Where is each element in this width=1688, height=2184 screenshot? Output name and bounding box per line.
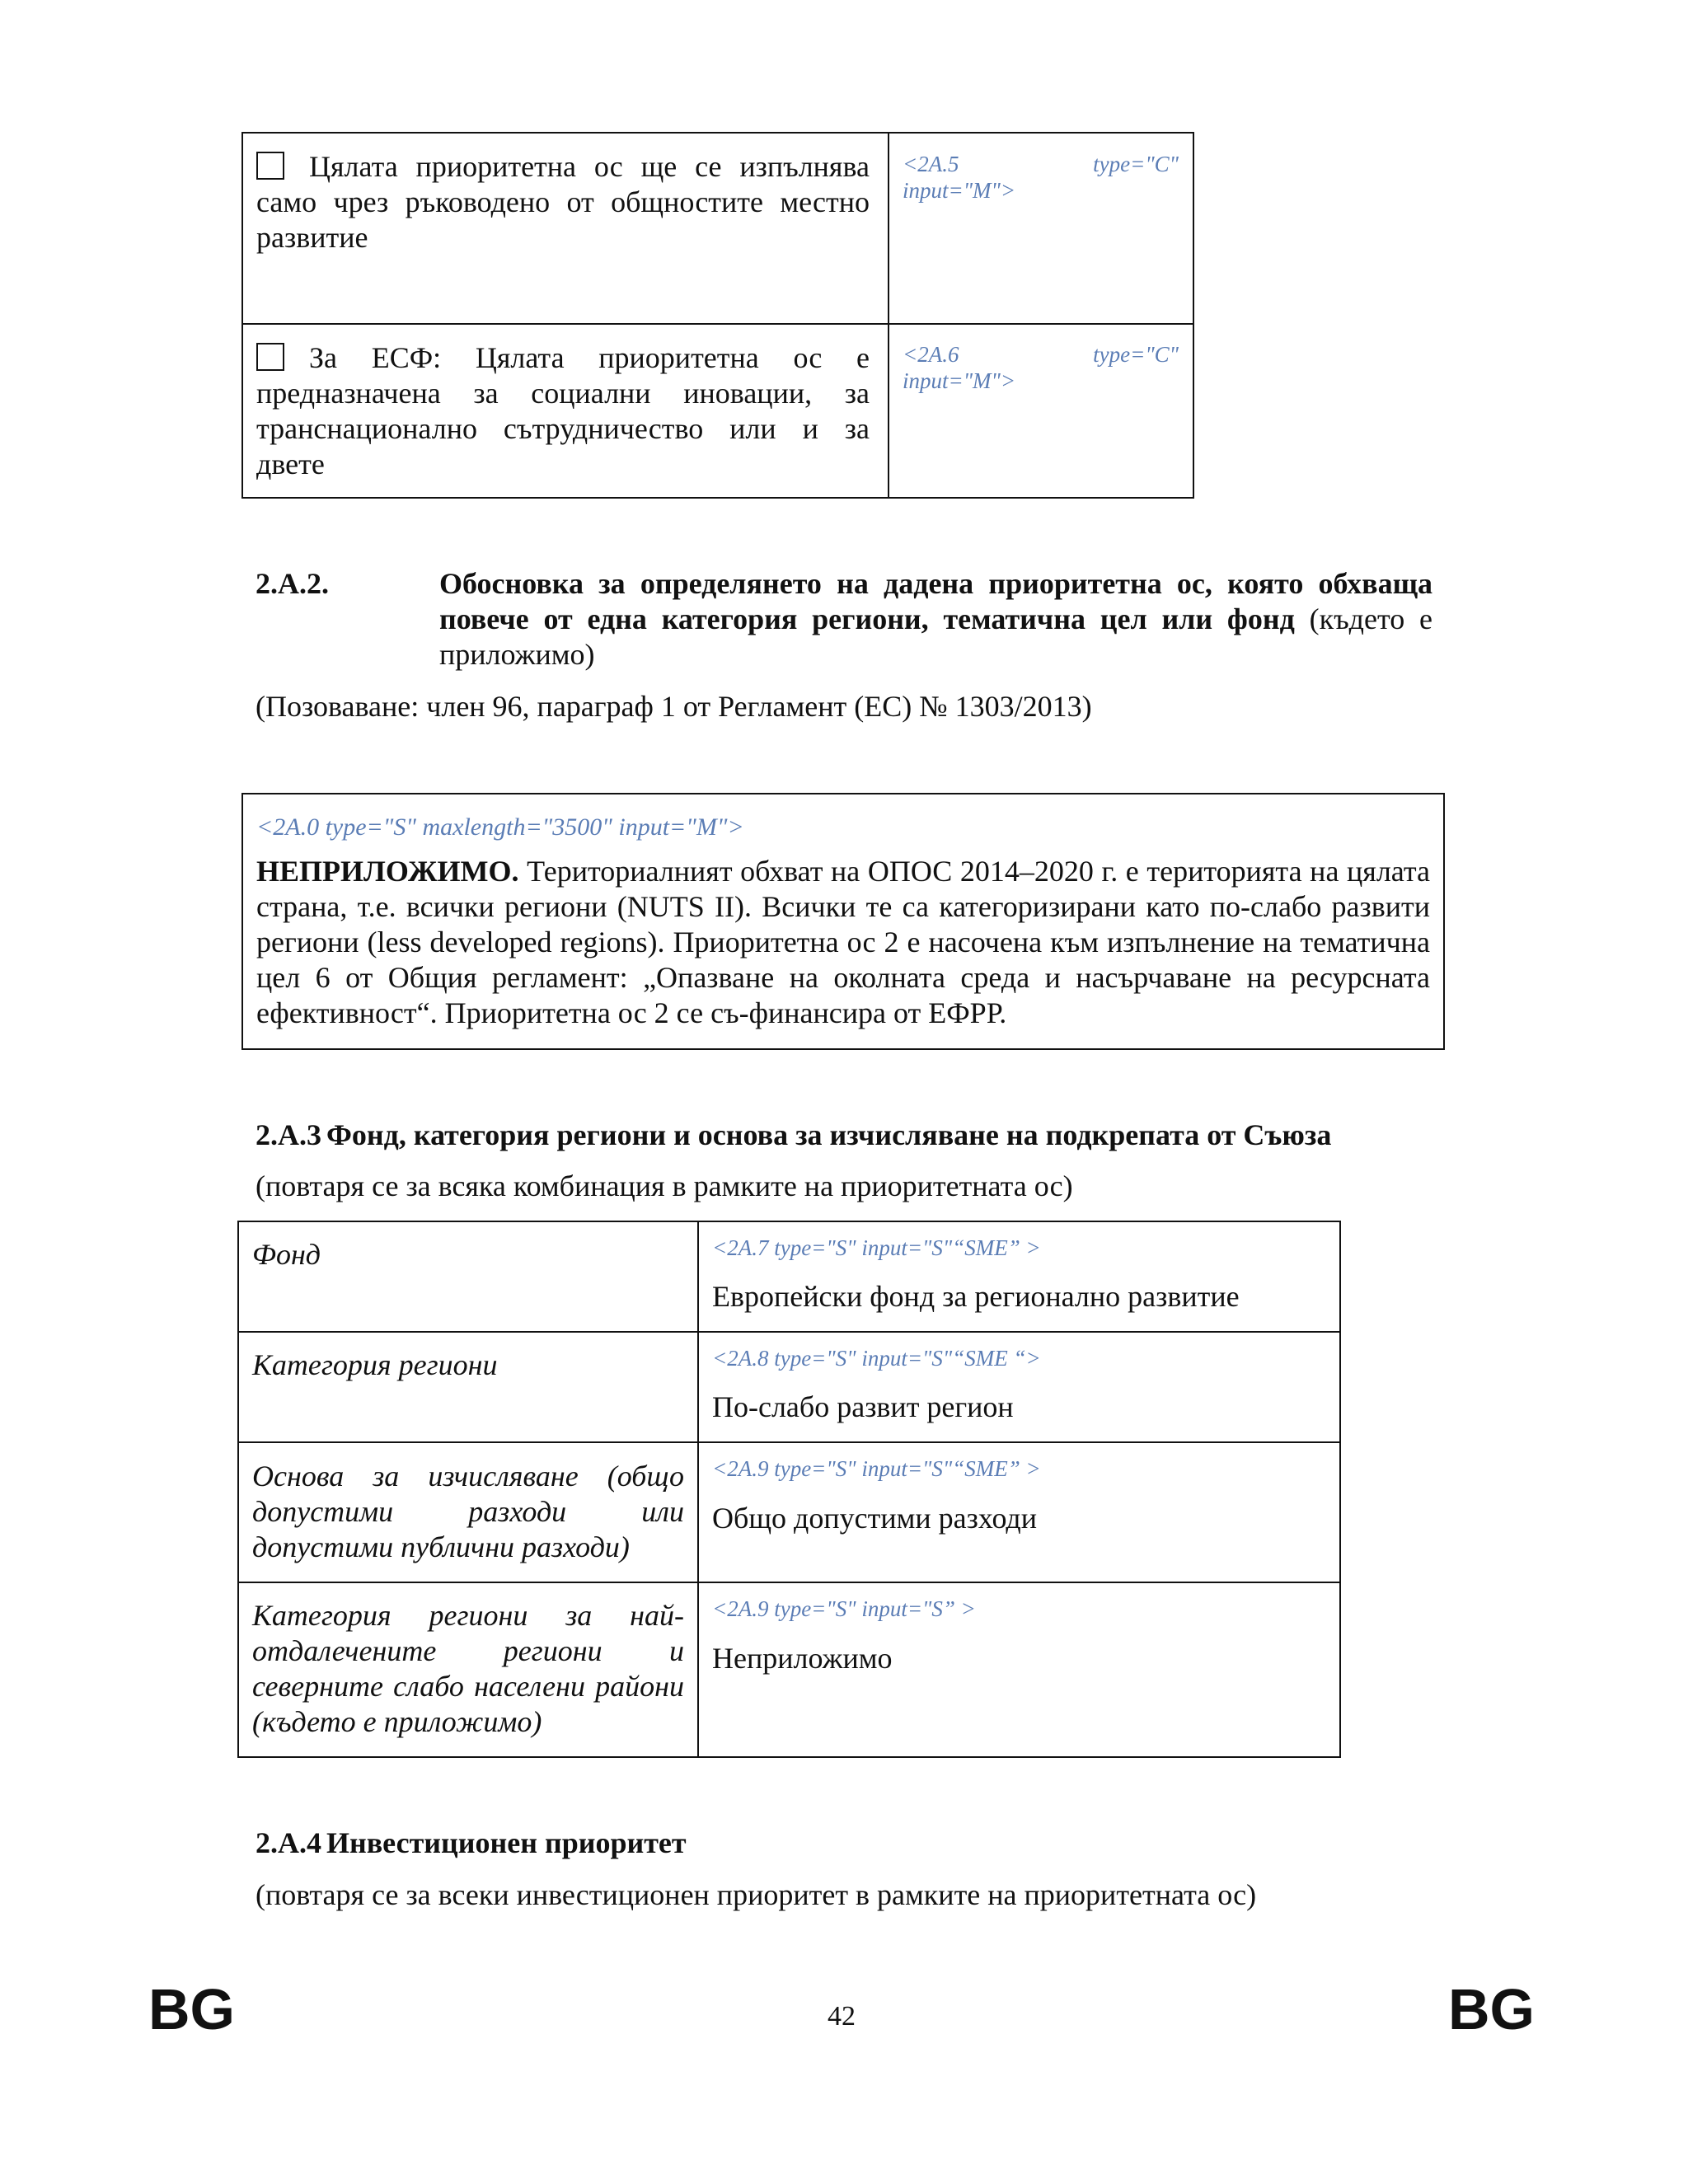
section-title-2a3: Фонд, категория региони и основа за изчисляване на подкрепата от Съюза bbox=[326, 1118, 1332, 1151]
field-code-type: type="C" bbox=[1093, 152, 1179, 176]
field-code-type: type="C" bbox=[1093, 342, 1179, 367]
language-mark-left: BG bbox=[148, 1977, 235, 2041]
table-divider bbox=[239, 1582, 1339, 1583]
checkbox-label: За ЕСФ: Цялата приоритетна ос е предназначена за социални иновации, за транснационално сътрудничество или и за двете bbox=[256, 341, 870, 480]
table-row-label: Категория региони bbox=[252, 1348, 498, 1381]
section-note-2a3: (повтаря се за всяка комбинация в рамките на приоритетната ос) bbox=[256, 1169, 1073, 1202]
language-mark-right: BG bbox=[1448, 1977, 1535, 2041]
table-row-value: Общо допустими разходи bbox=[712, 1502, 1038, 1535]
table-row-value: По-слабо развит регион bbox=[712, 1390, 1014, 1423]
table-divider bbox=[243, 323, 1193, 325]
field-code: <2A.7 type="S" input="S"“SME” > bbox=[712, 1235, 1041, 1260]
field-code: <2A.9 type="S" input="S"“SME” > bbox=[712, 1456, 1041, 1481]
field-code: <2A.0 type="S" maxlength="3500" input="M"> bbox=[256, 813, 744, 841]
checkbox-table bbox=[241, 132, 1194, 499]
table-row-label: Основа за изчисляване (общо допустими разходи или допустими публични разходи) bbox=[252, 1460, 684, 1563]
checkbox-clld[interactable] bbox=[256, 152, 284, 180]
section-number-2a4: 2.A.4 bbox=[256, 1826, 321, 1859]
reference-note: (Позоваване: член 96, параграф 1 от Регламент (ЕС) № 1303/2013) bbox=[256, 690, 1092, 723]
fund-table bbox=[237, 1221, 1341, 1758]
table-row-value: Европейски фонд за регионално развитие bbox=[712, 1280, 1240, 1313]
field-code: <2A.8 type="S" input="S"“SME “> bbox=[712, 1346, 1041, 1371]
section-title-2a2 bbox=[439, 566, 1432, 673]
checkbox-row-clld bbox=[256, 149, 870, 255]
justification-body: Териториалният обхват на ОПОС 2014–2020 г. е територията на цялата страна, т.е. всички региони (NUTS II). Всички те са категоризирани като по-слабо развити региони (less developed regions). Приоритетна ос 2 е насочена към изпълнение на тематична цел 6 от Общия регламент: „Опазване на околната среда и насърчаване на ресурсната ефективност“. Приоритетна ос 2 се съ-финансира от ЕФРР. bbox=[256, 855, 1430, 1029]
section-title-normal: (където е приложимо) bbox=[439, 602, 1433, 671]
field-code-input: input="M"> bbox=[903, 178, 1016, 203]
table-divider bbox=[239, 1331, 1339, 1333]
page-number: 42 bbox=[828, 2001, 856, 2032]
field-code bbox=[903, 151, 1179, 204]
table-row-value: Неприложимо bbox=[712, 1642, 893, 1675]
justification-text bbox=[256, 854, 1430, 1031]
field-code-input: input="M"> bbox=[903, 368, 1016, 393]
table-divider bbox=[697, 1222, 699, 1756]
field-code-id: <2A.5 bbox=[903, 152, 959, 176]
section-title-bold: Обосновка за определянето на дадена приоритетна ос, която обхваща повече от една категория региони, тематична цел или фонд bbox=[439, 567, 1432, 635]
field-code-id: <2A.6 bbox=[903, 342, 959, 367]
field-code bbox=[903, 341, 1179, 394]
table-row-label: Фонд bbox=[252, 1238, 321, 1271]
justification-box bbox=[241, 793, 1445, 1050]
checkbox-esf[interactable] bbox=[256, 343, 284, 371]
table-row-label: Категория региони за най-отдалечените региони и северните слабо населени райони (където е приложимо) bbox=[252, 1599, 684, 1738]
justification-lead: НЕПРИЛОЖИМО. bbox=[256, 855, 519, 888]
table-divider bbox=[239, 1441, 1339, 1443]
field-code: <2A.9 type="S" input="S” > bbox=[712, 1596, 976, 1621]
section-heading-2a4 bbox=[256, 1825, 687, 1861]
checkbox-label: Цялата приоритетна ос ще се изпълнява само чрез ръководено от общностите местно развитие bbox=[256, 150, 870, 254]
section-title-2a4: Инвестиционен приоритет bbox=[326, 1826, 687, 1859]
section-heading-2a3 bbox=[256, 1118, 1331, 1153]
section-number-2a2: 2.A.2. bbox=[256, 567, 329, 600]
checkbox-row-esf bbox=[256, 340, 870, 482]
section-note-2a4: (повтаря се за всеки инвестиционен приоритет в рамките на приоритетната ос) bbox=[256, 1878, 1257, 1911]
table-divider bbox=[888, 134, 889, 497]
section-number-2a3: 2.A.3 bbox=[256, 1118, 321, 1151]
